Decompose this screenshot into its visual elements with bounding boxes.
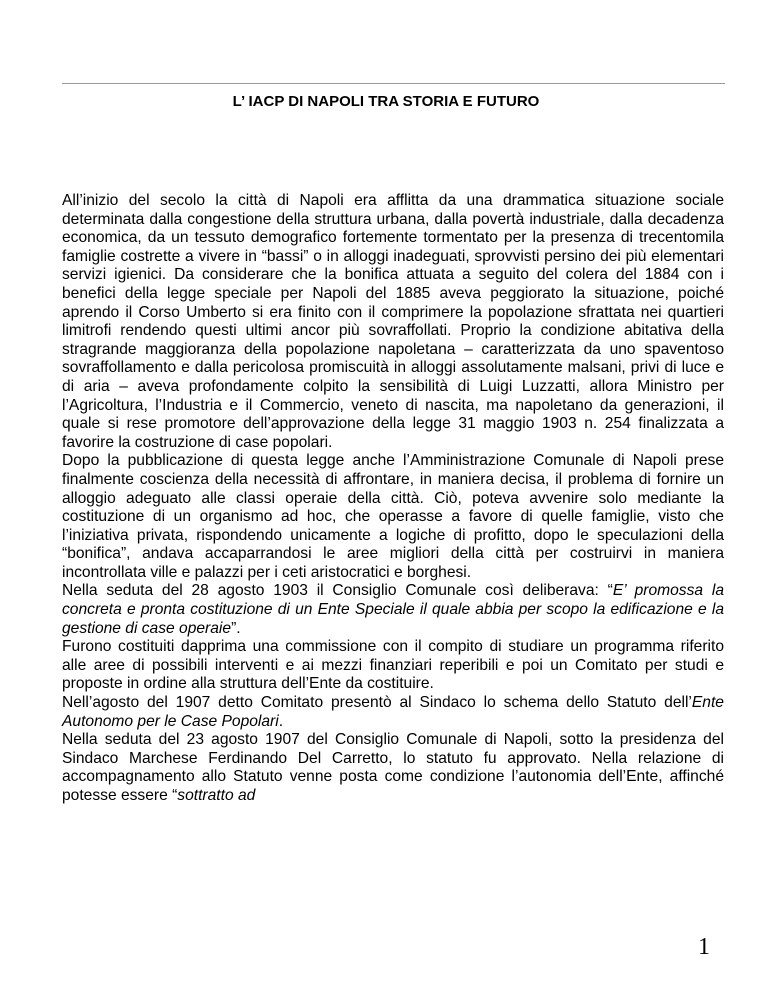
- header-rule: [62, 83, 725, 84]
- document-body: [62, 192, 724, 806]
- document-title: L’ IACP DI NAPOLI TRA STORIA E FUTURO: [232, 93, 540, 110]
- entity-name: Ente Autonomo per le Case Popolari: [62, 694, 724, 730]
- paragraph-council-deliberation: [62, 582, 724, 638]
- quoted-deliberation: E’ promossa la concreta e pronta costituzione di un Ente Speciale il quale abbia per scopo la edificazione e la gestione di case operaie: [62, 582, 724, 637]
- quoted-condition: sottratto ad: [177, 787, 256, 804]
- page-number: 1: [698, 934, 710, 960]
- paragraph-text: Nella seduta del 28 agosto 1903 il Consiglio Comunale così deliberava: “: [62, 582, 613, 600]
- paragraph-statute-approval: [62, 731, 724, 805]
- paragraph-municipal-awareness: Dopo la pubblicazione di questa legge anche l’Amministrazione Comunale di Napoli prese finalmente coscienza della necessità di affrontare, in maniera decisa, il problema di fornire un alloggio adeguato alle classi operaie della città. Ciò, poteva avvenire solo mediante la costituzione di un organismo ad hoc, che operasse a favore di quelle famiglie, visto che l’iniziativa privata, rispondendo unicamente a logiche di profitto, dopo le speculazioni della “bonifica”, andava accaparrandosi le aree migliori della città per costruirvi in maniera incontrollata ville e palazzi per i ceti aristocratici e borghesi.: [62, 452, 724, 581]
- paragraph-text: Nella seduta del 23 agosto 1907 del Consiglio Comunale di Napoli, sotto la presidenza del Sindaco Marchese Ferdinando Del Carretto, lo statuto fu approvato. Nella relazione di accompagnamento allo Statuto venne posta come condizione l’autonomia dell’Ente, affinché potesse essere “: [62, 731, 724, 804]
- paragraph-intro: All’inizio del secolo la città di Napoli era afflitta da una drammatica situazione sociale determinata dalla congestione della struttura urbana, dalla povertà industriale, dalla decadenza economica, da un tessuto demografico fortemente tormentato per la presenza di trecentomila famiglie costrette a vivere in “bassi” o in alloggi inadeguati, sprovvisti persino dei più elementari servizi igienici. Da considerare che la bonifica attuata a seguito del colera del 1884 con i benefici della legge speciale per Napoli del 1885 aveva peggiorato la situazione, poiché aprendo il Corso Umberto si era finito con il comprimere la popolazione sfrattata nei quartieri limitrofi rendendo questi ultimi ancor più sovraffollati. Proprio la condizione abitativa della stragrande maggioranza della popolazione napoletana – caratterizzata da uno spaventoso sovraffollamento e dalla pericolosa promiscuità in alloggi assolutamente malsani, privi di luce e di aria – aveva profondamente colpito la sensibilità di Luigi Luzzatti, allora Ministro per l’Agricoltura, l’Industria e il Commercio, veneto di nascita, ma napoletano da generazioni, il quale si rese promotore dell’approvazione della legge 31 maggio 1903 n. 254 finalizzata a favorire la costruzione di case popolari.: [62, 192, 724, 451]
- paragraph-commission: Furono costituiti dapprima una commissione con il compito di studiare un programma riferito alle aree di possibili interventi e ai mezzi finanziari reperibili e poi un Comitato per studi e proposte in ordine alla struttura dell’Ente da costituire.: [62, 638, 724, 693]
- paragraph-statute-draft: [62, 694, 724, 731]
- paragraph-text: Nell’agosto del 1907 detto Comitato presentò al Sindaco lo schema dello Statuto dell’: [62, 694, 692, 712]
- paragraph-text: ”.: [231, 619, 241, 637]
- paragraph-text: .: [278, 712, 284, 730]
